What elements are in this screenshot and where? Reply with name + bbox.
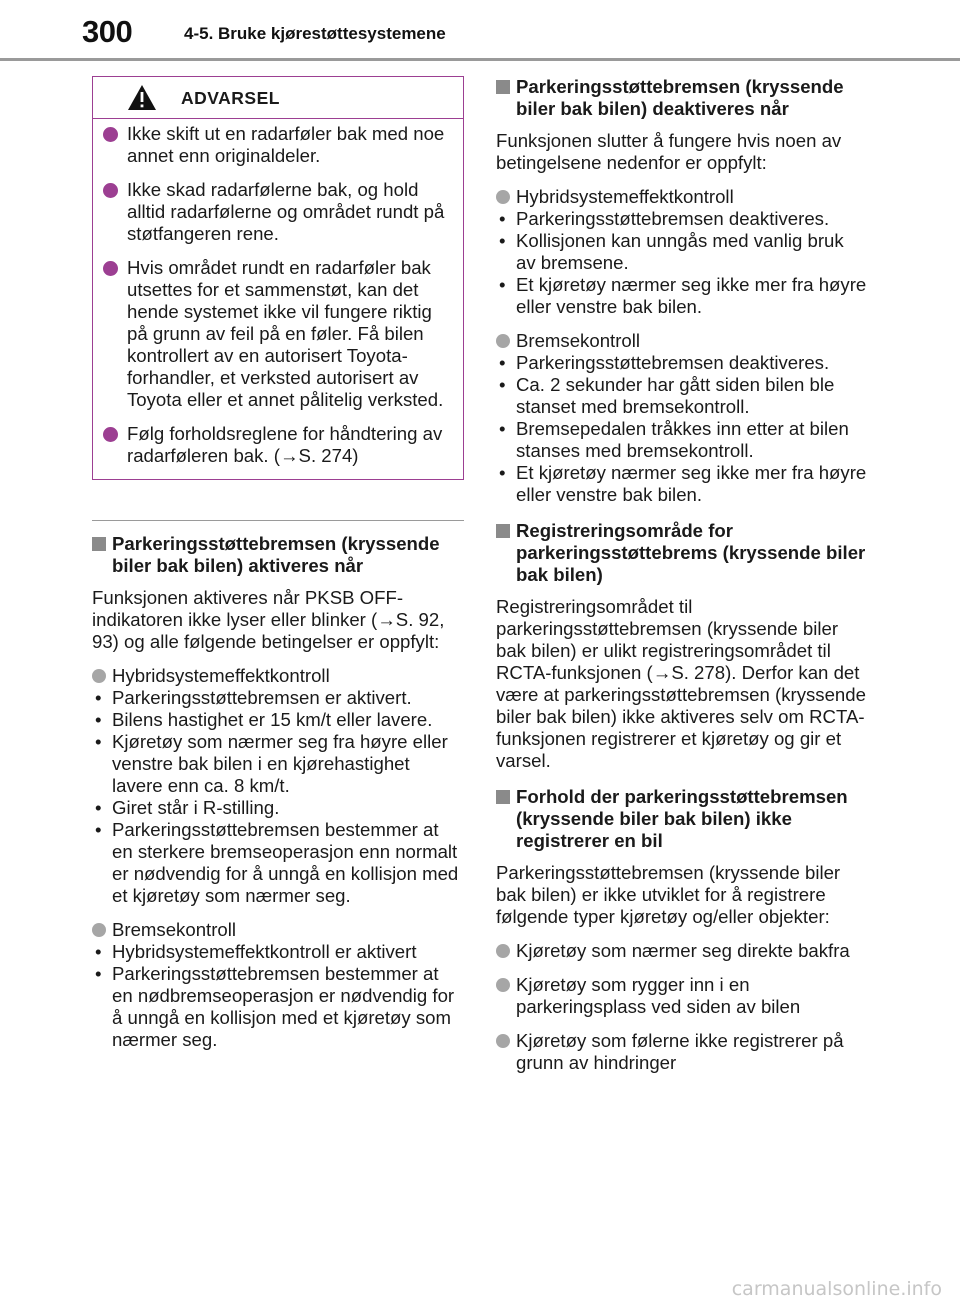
bullet-dot-icon <box>103 183 118 198</box>
page-header <box>0 0 960 62</box>
section-heading: Parkeringsstøttebremsen (kryssende biler bak bilen) deaktiveres når <box>496 76 868 120</box>
section-intro: Funksjonen aktiveres når PKSB OFF-indikatoren ikke lyser eller blinker (→S. 92, 93) og alle følgende betingelser er oppfylt: <box>92 587 445 652</box>
bullet-dot-icon <box>103 261 118 276</box>
warning-item: Ikke skift ut en radarføler bak med noe annet enn originaldeler. <box>103 123 449 167</box>
list-item: • Et kjøretøy nærmer seg ikke mer fra høyre eller venstre bak bilen. <box>496 462 868 506</box>
list-item: • Parkeringsstøttebremsen deaktiveres. <box>496 352 868 374</box>
list-item: • Kjøretøy som nærmer seg fra høyre eller venstre bak bilen i en kjørehastighet lavere enn ca. 8 km/t. <box>92 731 464 797</box>
warning-header <box>93 77 463 119</box>
warning-item: Ikke skad radarfølerne bak, og hold alltid radarfølerne og området rundt på støtfangeren rene. <box>103 179 449 245</box>
section-heading: Forhold der parkeringsstøttebremsen (kryssende biler bak bilen) ikke registrerer en bil <box>496 786 868 852</box>
bullet-dot-icon <box>496 1034 510 1048</box>
heading-square-icon <box>496 790 510 804</box>
bullet-dot-icon <box>103 427 118 442</box>
section-activation <box>92 533 464 1051</box>
heading-square-icon <box>92 537 106 551</box>
bullet-dot-icon <box>92 923 106 937</box>
group-title: Bremsekontroll <box>92 919 464 941</box>
section-intro: Funksjonen slutter å fungere hvis noen av betingelsene nedenfor er oppfylt: <box>496 130 842 173</box>
list-item: Kjøretøy som følerne ikke registrerer på grunn av hindringer <box>496 1030 868 1074</box>
bullet-dot-icon <box>496 334 510 348</box>
section-detection-area <box>496 520 868 772</box>
list-item: • Ca. 2 sekunder har gått siden bilen ble stanset med bremsekontroll. <box>496 374 868 418</box>
bullet-dot-icon <box>496 978 510 992</box>
warning-item: Hvis området rundt en radarføler bak utsettes for et sammenstøt, kan det hende systemet ikke vil fungere riktig på grunn av feil på en føler. Få bilen kontrollert av en autorisert Toyota-forhandler, et verksted autorisert av Toyota eller et annet pålitelig verksted. <box>103 257 449 411</box>
group-title: Hybridsystemeffektkontroll <box>92 665 464 687</box>
section-deactivation <box>496 76 868 506</box>
warning-triangle-icon <box>127 84 157 111</box>
header-rule <box>0 58 960 61</box>
list-item: • Hybridsystemeffektkontroll er aktivert <box>92 941 464 963</box>
warning-body <box>93 119 463 479</box>
list-item: • Et kjøretøy nærmer seg ikke mer fra høyre eller venstre bak bilen. <box>496 274 868 318</box>
list-item: Kjøretøy som nærmer seg direkte bakfra <box>496 940 868 962</box>
group-title: Bremsekontroll <box>496 330 868 352</box>
warning-title: ADVARSEL <box>181 88 280 108</box>
warning-box <box>92 76 464 480</box>
section-heading: Registreringsområde for parkeringsstøttebrems (kryssende biler bak bilen) <box>496 520 868 586</box>
left-column <box>92 76 464 1051</box>
warning-item: Følg forholdsreglene for håndtering av radarføleren bak. (→S. 274) <box>103 423 449 467</box>
list-item: • Giret står i R-stilling. <box>92 797 464 819</box>
list-item: • Kollisjonen kan unngås med vanlig bruk av bremsene. <box>496 230 868 274</box>
list-item: • Bilens hastighet er 15 km/t eller lavere. <box>92 709 464 731</box>
bullet-dot-icon <box>496 944 510 958</box>
heading-square-icon <box>496 524 510 538</box>
page-number: 300 <box>82 14 133 49</box>
list-item: • Parkeringsstøttebremsen deaktiveres. <box>496 208 868 230</box>
section-divider <box>92 520 464 521</box>
list-item: • Parkeringsstøttebremsen bestemmer at en nødbremseoperasjon er nødvendig for å unngå en kollisjon med et kjøretøy som nærmer seg. <box>92 963 464 1051</box>
bullet-dot-icon <box>103 127 118 142</box>
list-item: • Parkeringsstøttebremsen bestemmer at en sterkere bremseoperasjon enn normalt er nødvendig for å unngå en kollisjon med et kjøretøy som nærmer seg. <box>92 819 464 907</box>
list-item: Kjøretøy som rygger inn i en parkeringsplass ved siden av bilen <box>496 974 868 1018</box>
section-body: Registreringsområdet til parkeringsstøttebremsen (kryssende biler bak bilen) er ulikt registreringsområdet til RCTA-funksjonen (→S. 278). Derfor kan det være at parkeringsstøttebremsen (kryssende biler bak bilen) ikke aktiveres selv om RCTA-funksjonen registrerer et kjøretøy og gir et varsel. <box>496 596 866 771</box>
list-item: • Parkeringsstøttebremsen er aktivert. <box>92 687 464 709</box>
section-intro: Parkeringsstøttebremsen (kryssende biler bak bilen) er ikke utviklet for å registrere følgende typer kjøretøy og/eller objekter: <box>496 862 841 927</box>
list-item: • Bremsepedalen tråkkes inn etter at bilen stanses med bremsekontroll. <box>496 418 868 462</box>
site-watermark: carmanualsonline.info <box>731 1278 942 1300</box>
group-title: Hybridsystemeffektkontroll <box>496 186 868 208</box>
section-heading: Parkeringsstøttebremsen (kryssende biler bak bilen) aktiveres når <box>92 533 464 577</box>
heading-square-icon <box>496 80 510 94</box>
section-non-detection <box>496 786 868 1074</box>
chapter-title: 4-5. Bruke kjørestøttesystemene <box>184 24 446 43</box>
right-column <box>496 76 868 1074</box>
bullet-dot-icon <box>92 669 106 683</box>
bullet-dot-icon <box>496 190 510 204</box>
